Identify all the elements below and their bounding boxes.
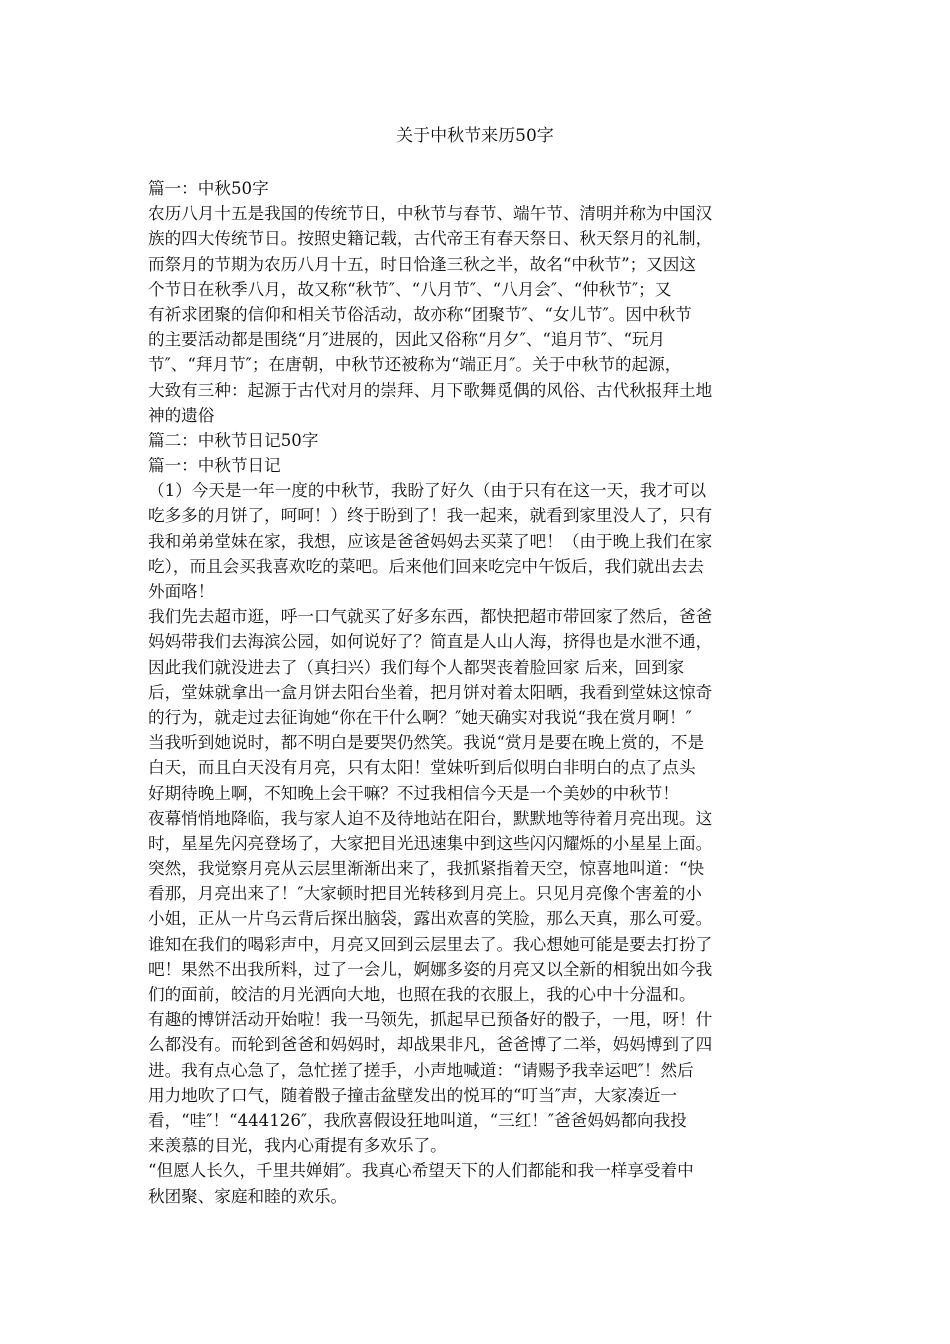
text-line: 神的遗俗 <box>148 405 215 425</box>
text-line: 农历八月十五是我国的传统节日，中秋节与春节、端午节、清明并称为中国汉 <box>148 204 713 224</box>
text-line: 谁知在我们的喝彩声中，月亮又回到云层里去了。我心想她可能是要去打扮了 <box>148 934 713 954</box>
text-line: 吃），而且会买我喜欢吃的菜吧。后来他们回来吃完中午饭后，我们就出去去 <box>148 556 704 576</box>
text-line: 小姐，正从一片乌云背后探出脑袋，露出欢喜的笑脸，那么天真，那么可爱。 <box>148 909 713 929</box>
text-line: 用力地吹了口气，随着骰子撞击盆壁发出的悦耳的“叮当″声，大家凑近一 <box>148 1085 678 1105</box>
text-line: 外面咯！ <box>148 582 215 601</box>
text-line: 有趣的博饼活动开始啦！我一马领先，抓起早已预备好的骰子，一甩，呀！什 <box>148 1010 713 1030</box>
text-line: 们的面前，皎洁的月光洒向大地，也照在我的衣服上，我的心中十分温和。 <box>148 985 696 1004</box>
text-line: 么都没有。而轮到爸爸和妈妈时，却战果非凡，爸爸博了二举，妈妈博到了四 <box>148 1035 713 1055</box>
text-line: 时，星星先闪亮登场了，大家把目光迅速集中到这些闪闪耀烁的小星星上面。 <box>148 833 713 853</box>
text-line: 的主要活动都是围绕“月″进展的，因此又俗称“月夕″、“追月节″、“玩月 <box>148 330 666 350</box>
text-line: 因此我们就没进去了（真扫兴）我们每个人都哭丧着脸回家 后来，回到家 <box>148 657 685 677</box>
text-line: 节″、“拜月节″；在唐朝，中秋节还被称为“端正月″。关于中秋节的起源， <box>148 355 682 375</box>
text-line: 我和弟弟堂妹在家，我想，应该是爸爸妈妈去买菜了吧！（由于晚上我们在家 <box>148 531 713 551</box>
text-line: 当我听到她说时，都不明白是要哭仍然笑。我说“赏月是要在晚上赏的，不是 <box>148 733 705 753</box>
text-line: 看那，月亮出来了！″大家顿时把目光转移到月亮上。只见月亮像个害羞的小 <box>148 884 702 904</box>
section-heading: 篇一：中秋节日记 <box>148 456 281 476</box>
text-line: （1）今天是一年一度的中秋节，我盼了好久（由于只有在这一天，我才可以 <box>148 481 707 501</box>
text-line: 进。我有点心急了，急忙搓了搓手，小声地喊道：“请赐予我幸运吧″！然后 <box>148 1060 694 1080</box>
text-line: 有祈求团聚的信仰和相关节俗活动，故亦称“团聚节″、“女儿节″。因中秋节 <box>148 304 692 324</box>
text-line: 我们先去超市逛，呼一口气就买了好多东西，都快把超市带回家了然后，爸爸 <box>148 607 713 627</box>
text-line: “但愿人长久，千里共婵娟″。我真心希望天下的人们都能和我一样享受着中 <box>148 1161 694 1181</box>
text-line: 妈妈带我们去海滨公园，如何说好了？简直是人山人海，挤得也是水泄不通， <box>148 632 713 652</box>
text-line: 突然，我觉察月亮从云层里渐渐出来了，我抓紧指着天空，惊喜地叫道：“快 <box>148 859 705 879</box>
text-line: 篇一：中秋50字 <box>148 179 269 198</box>
text-line: 大致有三种：起源于古代对月的崇拜、月下歌舞觅偶的风俗、古代秋报拜土地 <box>148 380 713 400</box>
text-line: 白天，而且白天没有月亮，只有太阳！堂妹听到后似明白非明白的点了点头 <box>148 758 696 778</box>
text-line: 而祭月的节期为农历八月十五，时日恰逢三秋之半，故名“中秋节”；又因这 <box>148 254 696 274</box>
text-line: 个节日在秋季八月，故又称“秋节″、“八月节″、“八月会″、“仲秋节″；又 <box>148 279 672 299</box>
text-line: 后，堂妹就拿出一盒月饼去阳台坐着，把月饼对着太阳晒，我看到堂妹这惊奇 <box>148 682 713 702</box>
text-line: 看，“哇″！“444126″，我欣喜假设狂地叫道，“三红！″爸爸妈妈都向我投 <box>148 1110 687 1130</box>
text-line: 来羡慕的目光，我内心甭提有多欢乐了。 <box>148 1136 447 1156</box>
text-line: 吧！果然不出我所料，过了一会儿，婀娜多姿的月亮又以全新的相貌出如今我 <box>148 959 713 979</box>
text-line: 秋团聚、家庭和睦的欢乐。 <box>148 1186 348 1206</box>
document-title: 关于中秋节来历50字 <box>396 126 554 146</box>
text-line: 的行为，就走过去征询她“你在干什么啊？″她天确实对我说“我在赏月啊！″ <box>148 707 692 727</box>
text-line: 好期待晚上啊，不知晚上会干嘛？不过我相信今天是一个美妙的中秋节！ <box>148 783 679 803</box>
section-heading: 篇二：中秋节日记50字 <box>148 430 319 450</box>
text-line: 吃多多的月饼了，呵呵！）终于盼到了！我一起来，就看到家里没人了，只有 <box>148 506 713 526</box>
text-line: 夜幕悄悄地降临，我与家人迫不及待地站在阳台，默默地等待着月亮出现。这 <box>148 808 713 828</box>
text-line: 族的四大传统节日。按照史籍记载，古代帝王有春天祭日、秋天祭月的礼制， <box>148 229 713 249</box>
document-body <box>148 176 803 1209</box>
